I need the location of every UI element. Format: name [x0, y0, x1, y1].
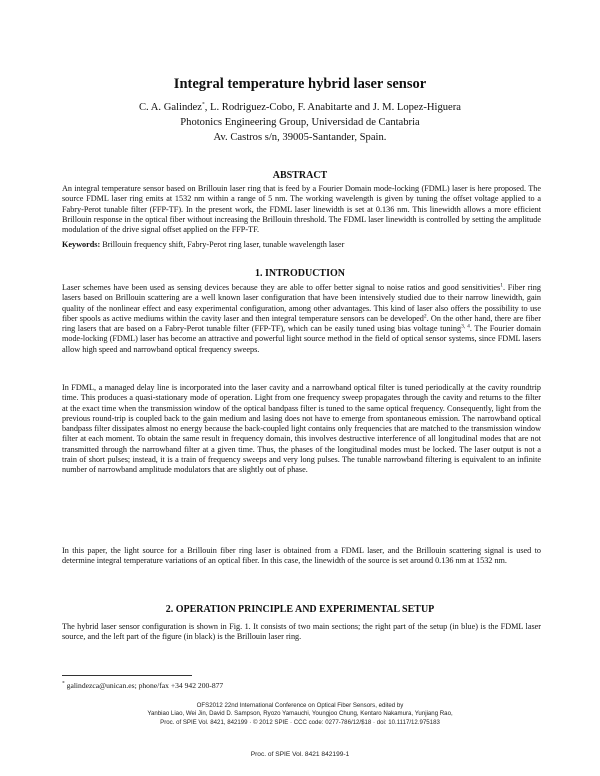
conference-citation: Proc. of SPIE Vol. 8421, 842199 · © 2012 SPIE · CCC code: 0277-786/12/$18 · doi: 10.1117/12.975183	[160, 718, 440, 726]
footnote	[62, 681, 223, 690]
other-authors: , L. Rodriguez-Cobo, F. Anabitarte and J. M. Lopez-Higuera	[204, 102, 461, 113]
intro-p1-part-c: . On the other hand, there are fiber ring lasers that are based on a Fabry-Perot tunable filter (FFP-TF), which can be easily tuned using bias voltage tuning	[62, 313, 541, 334]
keywords-label: Keywords:	[62, 240, 101, 249]
keywords	[62, 240, 541, 250]
address: Av. Castros s/n, 39005-Santander, Spain.	[213, 132, 387, 143]
citation-3-4: 3, 4	[461, 323, 470, 330]
intro-paragraph-3: In this paper, the light source for a Brillouin fiber ring laser is obtained from a FDML laser, and the Brillouin scattering signal is used to determine integral temperature variations of an optical fiber. In this case, the linewidth of the source is set around 0.136 nm at 1532 nm.	[62, 546, 541, 566]
conference-editors: Yanbiao Liao, Wei Jin, David D. Sampson, Ryozo Yamauchi, Youngjoo Chung, Kentaro Nakamura, Yunjiang Rao,	[147, 710, 453, 718]
paper-title: Integral temperature hybrid laser sensor	[173, 76, 427, 92]
footnote-contact: galindezca@unican.es; phone/fax +34 942 200-877	[66, 681, 224, 690]
author-list	[0, 101, 600, 114]
first-author: C. A. Galindez	[138, 102, 202, 113]
setup-paragraph-1: The hybrid laser sensor configuration is shown in Fig. 1. It consists of two main sections; the right part of the setup (in blue) is the FDML laser source, and the left part of the figure (in black) is the Brillouin laser ring.	[62, 622, 541, 642]
footnote-divider	[62, 675, 192, 676]
section-setup-heading: 2. OPERATION PRINCIPLE AND EXPERIMENTAL SETUP	[165, 604, 435, 615]
citation-2: 2	[423, 313, 427, 320]
affiliation: Photonics Engineering Group, Universidad de Cantabria	[180, 117, 420, 128]
corresponding-author-mark: *	[201, 101, 205, 108]
page-footer: Proc. of SPIE Vol. 8421 842199-1	[250, 751, 350, 758]
abstract-heading: ABSTRACT	[272, 170, 328, 181]
abstract-text: An integral temperature sensor based on Brillouin laser ring that is feed by a Fourier Domain mode-locking (FDML) laser is here proposed. The source FDML laser ring emits at 1532 nm within a range of 5 nm. The working wavelength is given by tuning the offset voltage applied to a Fabry-Perot tunable filter (FFP-TF). In the present work, the FDML laser linewidth is set at 0.136 nm. This linewidth allows a more efficient Brillouin response in the optical fiber without increasing the Brillouin threshold. The FDML laser linewidth is controlled by setting the amplitude modulation of the drive signal offset applied on the FFP-TF.	[62, 184, 541, 235]
citation-1: 1	[500, 282, 503, 289]
footnote-mark: *	[62, 680, 65, 687]
intro-paragraph-1	[62, 283, 541, 355]
conference-info	[0, 702, 600, 727]
intro-p1-part-a: Laser schemes have been used as sensing devices because they are able to offer better signal to noise ratios and good sensitivities	[62, 283, 501, 292]
intro-paragraph-2: In FDML, a managed delay line is incorporated into the laser cavity and a narrowband optical filter is tuned periodically at the cavity roundtrip time. This produces a quasi-stationary mode of operation. Light from one frequency sweep propagates through the cavity and returns to the filter at the exact time when the transmission window of the optical bandpass filter is tuned to the same optical frequency. Consequently, light from the previous round-trip is coupled back to the gain medium and lasing does not have to emerge from spontaneous emission. The narrowband optical bandpass filter dissipates almost no energy because the back-coupled light contains only frequencies that are matched to the transmission window filter at each moment. To obtain the same result in frequency domain, this involves destructive interference of all longitudinal modes that are not transmitted through the narrowband filter at a given time. Thus, the phases of the longitudinal modes must be locked. The laser output is not a train of short pulses; instead, it is a train of frequency sweeps and very long pulses. The tunable narrowband filtering is equivalent to an infinite number of narrowband amplitude modulators that are slightly out of phase.	[62, 383, 541, 475]
conference-line-1: OFS2012 22nd International Conference on Optical Fiber Sensors, edited by	[196, 702, 404, 709]
intro-p1-part-d: . The Fourier domain mode-locking (FDML) laser has become an attractive and powerful light source method in the field of optical sensor systems, since FDML lasers allow high speed and narrowband optical frequency sweeps.	[62, 324, 542, 354]
keywords-text: Brillouin frequency shift, Fabry-Perot ring laser, tunable wavelength laser	[102, 240, 345, 249]
intro-p1-part-b: . Fiber ring lasers based on Brillouin scattering are a well known laser configuration that have been intensively studied due to their narrow linewidth, gain quality of the nonlinear effect and easy experimental configuration, among other advantages. This kind of laser also offers the possibility to use fiber spools as active mediums within the cavity laser and then integral temperature sensors can be developed	[62, 283, 541, 323]
section-introduction-heading: 1. INTRODUCTION	[254, 268, 345, 279]
